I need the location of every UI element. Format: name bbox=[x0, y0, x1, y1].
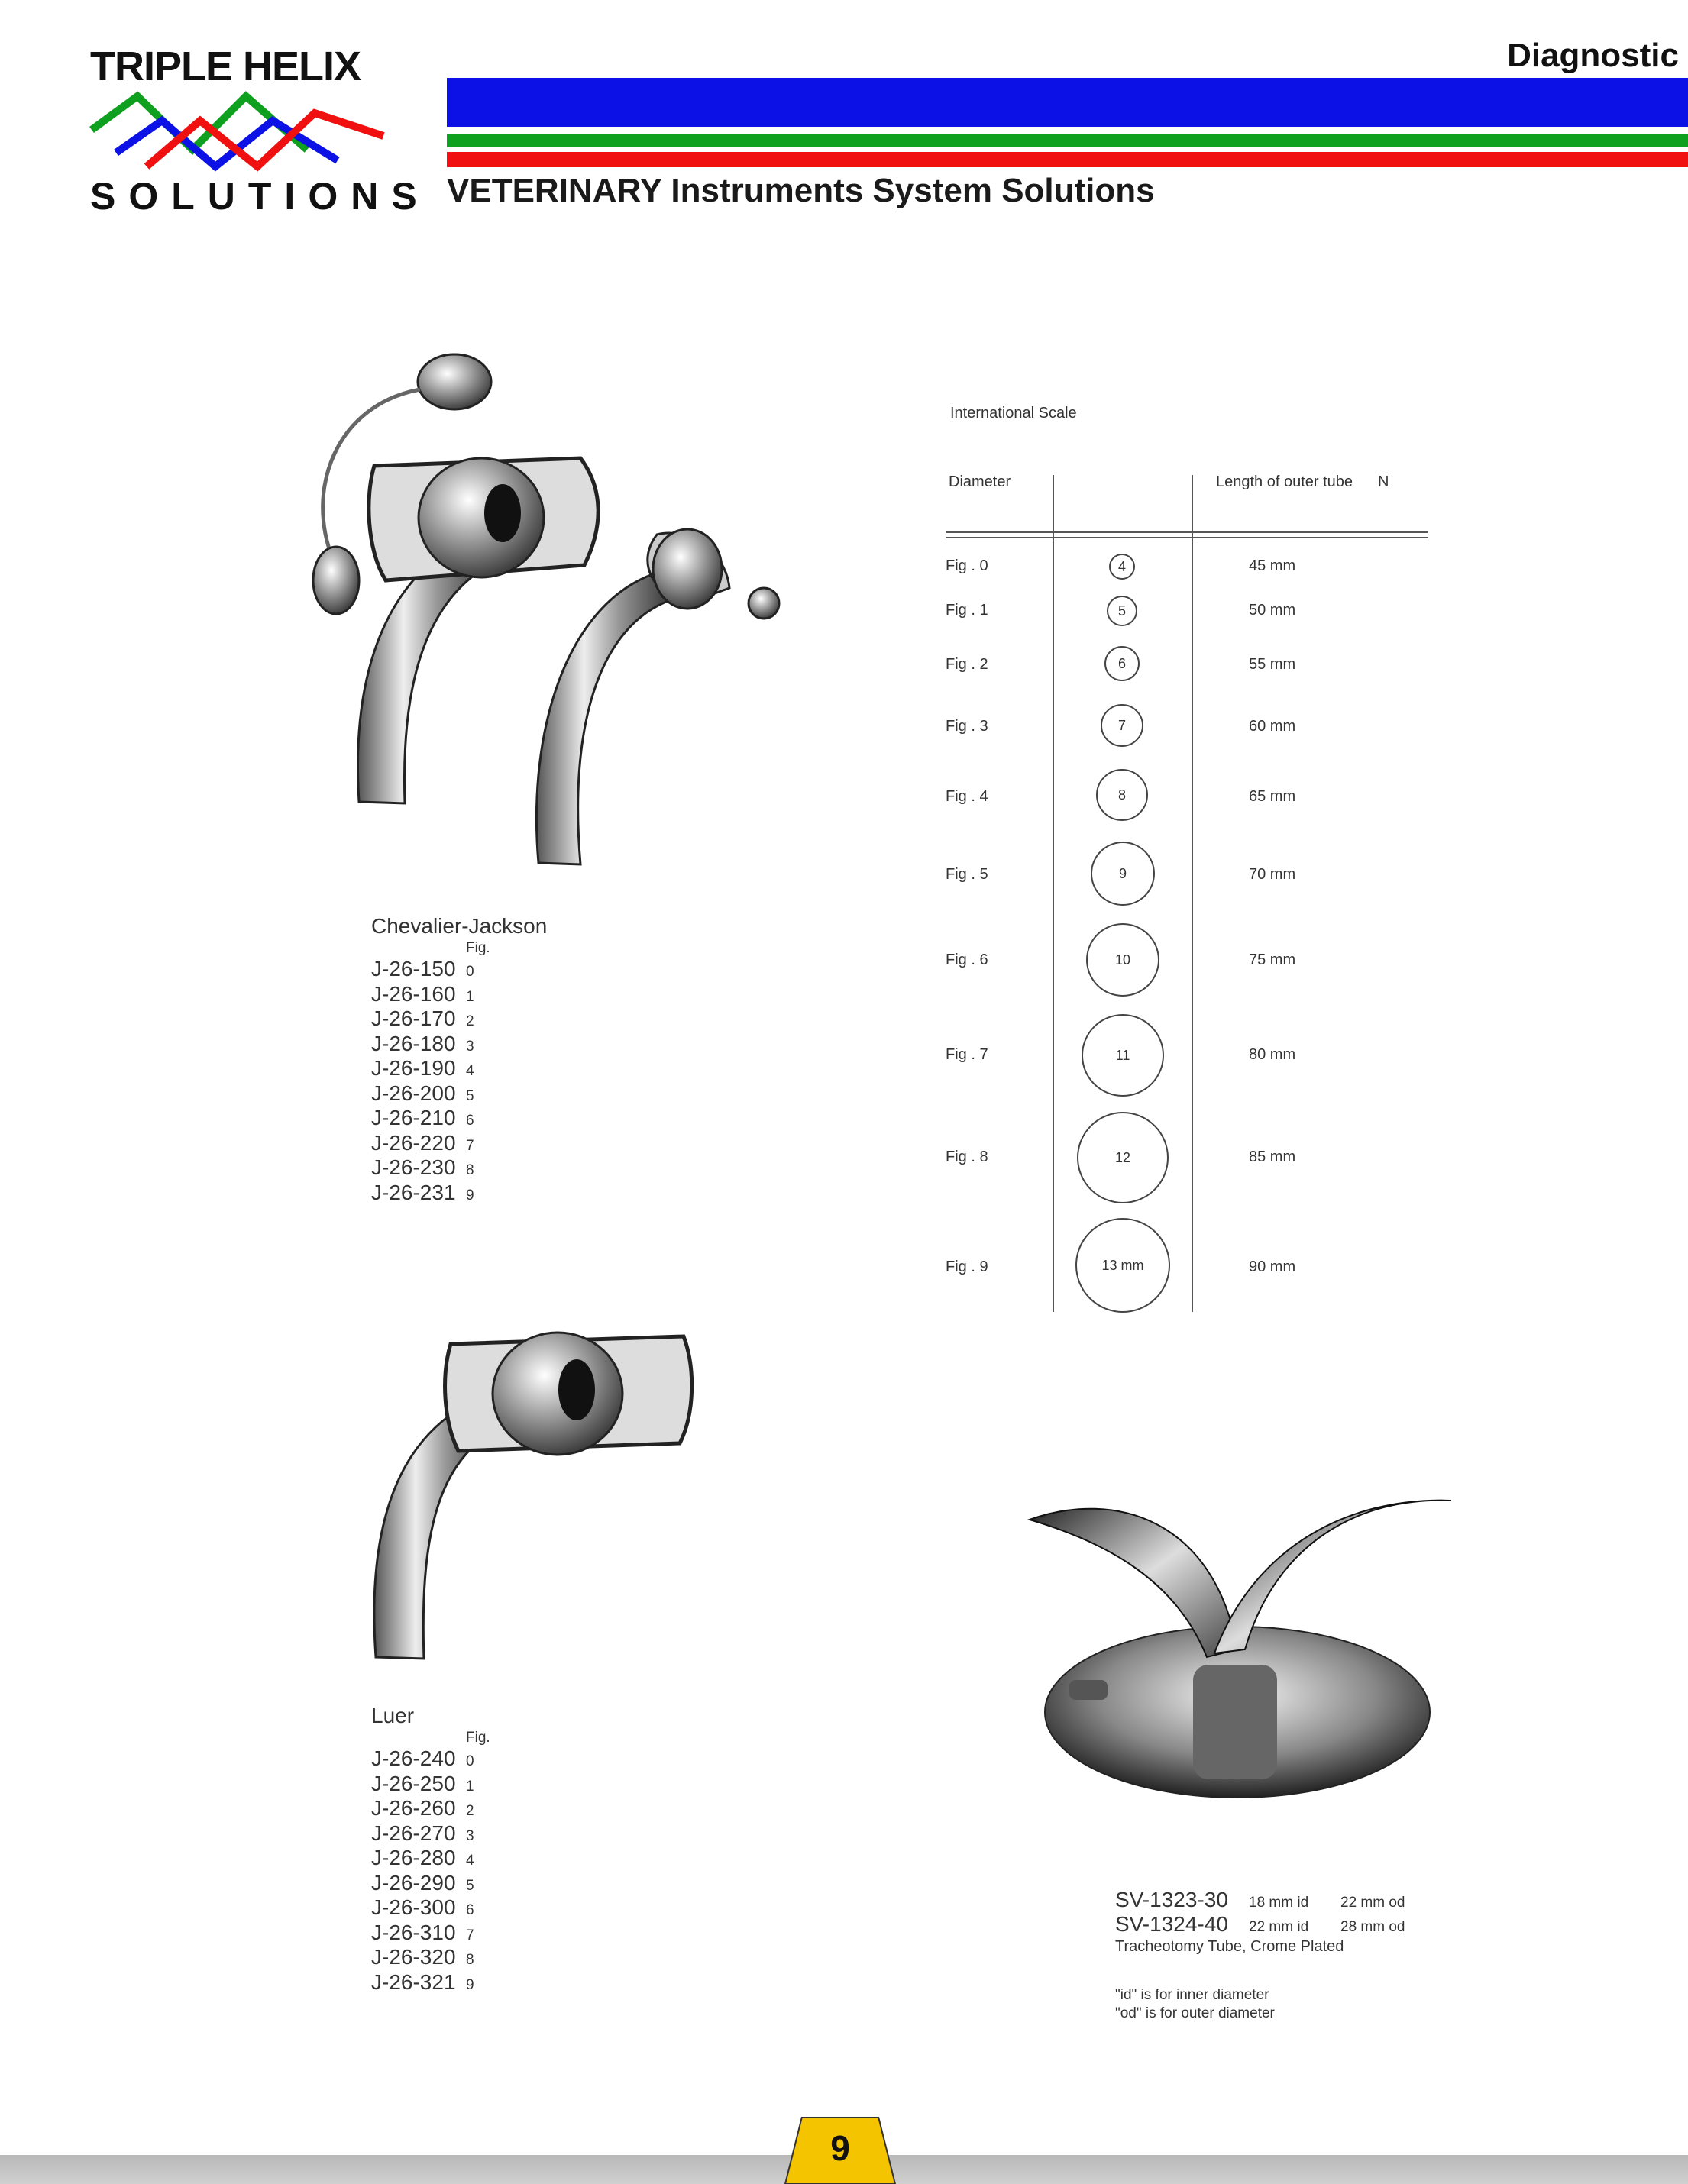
column-header-n: N bbox=[1378, 473, 1389, 490]
category-label: Diagnostic bbox=[1507, 37, 1679, 74]
list-item bbox=[371, 1746, 490, 1772]
fig-number: 0 bbox=[466, 1753, 474, 1769]
fig-number: 4 bbox=[466, 1063, 474, 1079]
fig-number: 8 bbox=[466, 1952, 474, 1968]
inner-diameter: 22 mm id bbox=[1249, 1919, 1309, 1935]
diameter-circle: 12 bbox=[1077, 1112, 1169, 1203]
length-value: 90 mm bbox=[1249, 1258, 1296, 1275]
product-code: J-26-321 bbox=[371, 1969, 456, 1994]
list-item bbox=[371, 1796, 490, 1821]
header-rule bbox=[946, 537, 1428, 538]
header-bar-blue bbox=[447, 78, 1688, 127]
product-code: J-26-240 bbox=[371, 1746, 456, 1770]
column-divider bbox=[1192, 475, 1193, 1312]
list-item bbox=[371, 1081, 547, 1107]
product-name: Chevalier-Jackson bbox=[371, 914, 548, 938]
product-code: J-26-310 bbox=[371, 1920, 456, 1944]
luer-tube-image bbox=[367, 1298, 703, 1665]
list-item bbox=[371, 957, 547, 982]
fig-label: Fig . 9 bbox=[946, 1258, 988, 1275]
column-divider bbox=[1053, 475, 1054, 1312]
length-value: 85 mm bbox=[1249, 1149, 1296, 1165]
list-item bbox=[1115, 1888, 1432, 1912]
list-item bbox=[371, 982, 547, 1007]
diameter-circle: 10 bbox=[1086, 923, 1159, 997]
product-code: J-26-220 bbox=[371, 1130, 456, 1155]
logo-subtitle: SOLUTIONS bbox=[90, 175, 430, 218]
list-item bbox=[371, 1895, 490, 1921]
list-item bbox=[1115, 1912, 1432, 1937]
chevalier-jackson-caption bbox=[371, 914, 547, 1205]
column-header-diameter: Diameter bbox=[949, 473, 1011, 490]
product-code: J-26-320 bbox=[371, 1945, 456, 1969]
list-item bbox=[371, 1970, 490, 1995]
diameter-circle: 9 bbox=[1091, 842, 1155, 906]
list-item bbox=[371, 1871, 490, 1896]
fig-number: 6 bbox=[466, 1113, 474, 1129]
outer-diameter: 22 mm od bbox=[1340, 1895, 1405, 1911]
length-value: 80 mm bbox=[1249, 1046, 1296, 1063]
length-value: 55 mm bbox=[1249, 656, 1296, 673]
product-code: J-26-210 bbox=[371, 1106, 456, 1129]
length-value: 70 mm bbox=[1249, 866, 1296, 883]
fig-header: Fig. bbox=[466, 940, 490, 956]
outer-diameter: 28 mm od bbox=[1340, 1919, 1405, 1935]
fig-header: Fig. bbox=[466, 1730, 490, 1746]
fig-label: Fig . 7 bbox=[946, 1046, 988, 1063]
fig-label: Fig . 6 bbox=[946, 951, 988, 968]
fig-number: 8 bbox=[466, 1162, 474, 1178]
helix-logo-icon bbox=[86, 90, 391, 174]
product-code: J-26-190 bbox=[371, 1056, 456, 1080]
diameter-circle: 4 bbox=[1109, 554, 1135, 580]
fig-number: 4 bbox=[466, 1853, 474, 1869]
product-code: J-26-200 bbox=[371, 1081, 456, 1105]
list-item bbox=[371, 1106, 547, 1131]
fig-number: 1 bbox=[466, 1778, 474, 1795]
diameter-circle: 6 bbox=[1104, 646, 1140, 681]
header-bar-green bbox=[447, 134, 1688, 147]
list-item bbox=[371, 1821, 490, 1846]
length-value: 60 mm bbox=[1249, 718, 1296, 735]
diameter-circle: 8 bbox=[1096, 769, 1148, 821]
column-header-length: Length of outer tube bbox=[1216, 473, 1353, 490]
chevalier-jackson-tube-image bbox=[260, 336, 794, 871]
fig-label: Fig . 2 bbox=[946, 656, 988, 673]
fig-label: Fig . 0 bbox=[946, 557, 988, 574]
fig-label: Fig . 1 bbox=[946, 602, 988, 619]
inner-diameter: 18 mm id bbox=[1249, 1895, 1309, 1911]
fig-label: Fig . 3 bbox=[946, 718, 988, 735]
list-item bbox=[371, 1032, 547, 1057]
list-item bbox=[371, 1772, 490, 1797]
fig-number: 2 bbox=[466, 1803, 474, 1819]
product-code: SV-1324-40 bbox=[1115, 1912, 1228, 1936]
fig-number: 5 bbox=[466, 1877, 474, 1894]
product-code: J-26-160 bbox=[371, 981, 456, 1006]
tracheotomy-caption bbox=[1115, 1888, 1432, 2023]
fig-number: 1 bbox=[466, 988, 474, 1005]
product-code: J-26-290 bbox=[371, 1870, 456, 1895]
diameter-circle: 7 bbox=[1101, 704, 1143, 747]
product-code: J-26-300 bbox=[371, 1895, 456, 1919]
product-code: J-26-270 bbox=[371, 1821, 456, 1845]
page-number: 9 bbox=[830, 2128, 850, 2168]
fig-number: 5 bbox=[466, 1087, 474, 1104]
product-code: J-26-250 bbox=[371, 1771, 456, 1795]
product-description: Tracheotomy Tube, Crome Plated bbox=[1115, 1938, 1344, 1955]
product-code: J-26-280 bbox=[371, 1846, 456, 1869]
luer-caption bbox=[371, 1704, 490, 1995]
list-item bbox=[371, 1921, 490, 1946]
product-code: SV-1323-30 bbox=[1115, 1888, 1228, 1911]
header-rule bbox=[946, 531, 1428, 533]
length-value: 75 mm bbox=[1249, 951, 1296, 968]
product-code: J-26-170 bbox=[371, 1006, 456, 1030]
length-value: 50 mm bbox=[1249, 602, 1296, 619]
list-item bbox=[371, 1181, 547, 1206]
diameter-circle: 5 bbox=[1107, 596, 1137, 626]
fig-label: Fig . 8 bbox=[946, 1149, 988, 1165]
list-item bbox=[371, 1006, 547, 1032]
fig-number: 7 bbox=[466, 1137, 474, 1154]
logo-title: TRIPLE HELIX bbox=[90, 44, 361, 89]
tagline: VETERINARY Instruments System Solutions bbox=[447, 172, 1155, 209]
product-name: Luer bbox=[371, 1704, 415, 1727]
product-code: J-26-231 bbox=[371, 1180, 456, 1204]
fig-number: 3 bbox=[466, 1827, 474, 1844]
header-bar-red bbox=[447, 152, 1688, 167]
fig-label: Fig . 4 bbox=[946, 788, 988, 805]
product-code: J-26-180 bbox=[371, 1031, 456, 1055]
diameter-circle: 11 bbox=[1082, 1014, 1164, 1097]
footnote: "od" is for outer diameter bbox=[1115, 2005, 1275, 2021]
list-item bbox=[371, 1056, 547, 1081]
fig-number: 3 bbox=[466, 1038, 474, 1055]
tracheotomy-tube-image bbox=[1023, 1474, 1451, 1810]
footnote: "id" is for inner diameter bbox=[1115, 1987, 1269, 2003]
length-value: 65 mm bbox=[1249, 788, 1296, 805]
product-code: J-26-260 bbox=[371, 1796, 456, 1820]
list-item bbox=[371, 1155, 547, 1181]
list-item bbox=[371, 1846, 490, 1871]
product-code: J-26-230 bbox=[371, 1155, 456, 1179]
list-item bbox=[371, 1131, 547, 1156]
fig-number: 9 bbox=[466, 1187, 474, 1203]
fig-number: 7 bbox=[466, 1927, 474, 1943]
diameter-circle: 13 mm bbox=[1075, 1218, 1170, 1313]
fig-number: 6 bbox=[466, 1902, 474, 1918]
fig-number: 2 bbox=[466, 1013, 474, 1029]
length-value: 45 mm bbox=[1249, 557, 1296, 574]
scale-title: International Scale bbox=[950, 405, 1077, 422]
fig-number: 9 bbox=[466, 1976, 474, 1993]
product-code: J-26-150 bbox=[371, 957, 456, 981]
fig-label: Fig . 5 bbox=[946, 866, 988, 883]
fig-number: 0 bbox=[466, 964, 474, 980]
international-scale-table bbox=[939, 397, 1428, 1313]
list-item bbox=[371, 1945, 490, 1970]
